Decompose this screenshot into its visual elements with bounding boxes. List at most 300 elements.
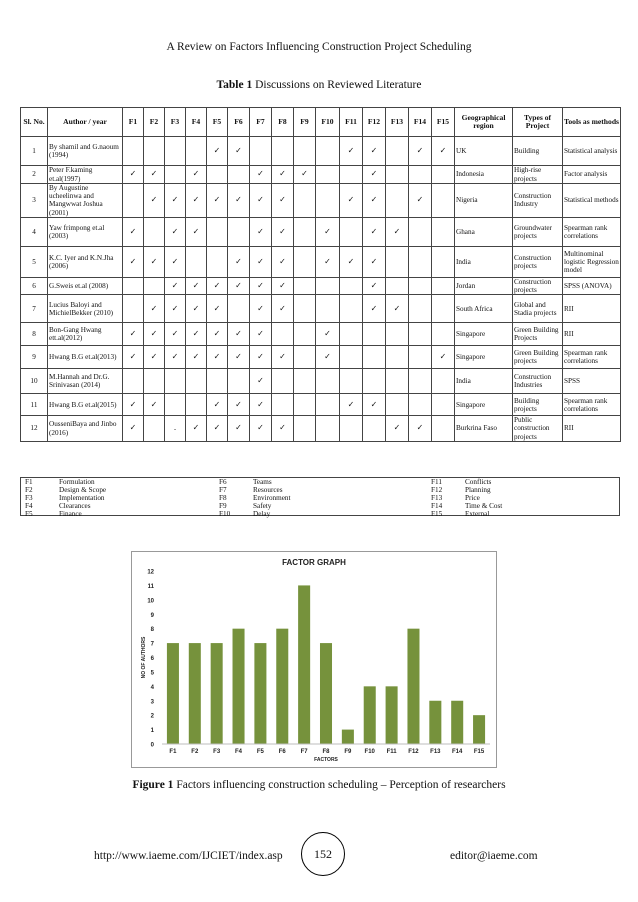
footer-email: editor@iaeme.com (450, 850, 538, 862)
factor-cell (386, 137, 409, 166)
table-row (21, 166, 621, 184)
check-mark-cell: ✓ (186, 323, 207, 346)
check-mark-cell: ✓ (272, 416, 294, 442)
header-cell: Sl. No. (21, 108, 48, 137)
legend-code: F10 (219, 509, 231, 518)
legend-code: F3 (25, 493, 33, 502)
serial-number-cell: 9 (21, 346, 48, 369)
type-cell: Construction Industries (513, 369, 563, 394)
legend-code: F6 (219, 478, 227, 486)
check-mark-cell: ✓ (123, 394, 144, 416)
legend-label: Conflicts (465, 478, 492, 486)
factor-cell (432, 184, 455, 218)
factor-cell (316, 394, 340, 416)
factor-cell (340, 277, 363, 294)
y-tick-label: 6 (150, 656, 154, 662)
legend-label: Implementation (59, 493, 105, 502)
factor-cell (294, 394, 316, 416)
factor-cell (363, 323, 386, 346)
factor-cell (228, 217, 250, 246)
check-mark-cell: ✓ (272, 166, 294, 184)
check-mark-cell: ✓ (165, 246, 186, 277)
legend-entry (431, 511, 502, 519)
check-mark-cell: ✓ (363, 184, 386, 218)
factor-cell (144, 416, 165, 442)
factor-cell (186, 369, 207, 394)
factor-cell (386, 394, 409, 416)
check-mark-cell: ✓ (186, 295, 207, 323)
factor-cell (294, 246, 316, 277)
check-mark-cell: ✓ (272, 217, 294, 246)
factor-cell (409, 369, 432, 394)
check-mark-cell: ✓ (144, 166, 165, 184)
check-mark-cell: ✓ (186, 346, 207, 369)
table-body (21, 137, 621, 442)
bar-F10 (364, 686, 376, 744)
type-cell: Construction projects (513, 277, 563, 294)
factor-cell (186, 137, 207, 166)
check-mark-cell: ✓ (228, 323, 250, 346)
region-cell: Indonesia (455, 166, 513, 184)
factor-cell (409, 295, 432, 323)
bar-F2 (189, 643, 201, 744)
factor-cell (432, 394, 455, 416)
factor-cell (165, 166, 186, 184)
author-cell: G.Sweis et.al (2008) (48, 277, 123, 294)
table-row (21, 246, 621, 277)
check-mark-cell: ✓ (250, 217, 272, 246)
type-cell: Global and Stadia projects (513, 295, 563, 323)
factor-cell (294, 416, 316, 442)
check-mark-cell: ✓ (409, 184, 432, 218)
type-cell: Public construction projects (513, 416, 563, 442)
y-tick-label: 8 (150, 627, 154, 634)
factor-cell (228, 166, 250, 184)
check-mark-cell: ✓ (186, 166, 207, 184)
factor-cell (316, 137, 340, 166)
serial-number-cell: 4 (21, 217, 48, 246)
header-cell: F11 (340, 108, 363, 137)
factor-cell (316, 416, 340, 442)
factor-cell (144, 369, 165, 394)
check-mark-cell: ✓ (363, 394, 386, 416)
bar-F12 (407, 629, 419, 744)
tool-cell: Spearman rank correlations (563, 346, 621, 369)
legend-code: F14 (431, 501, 443, 510)
type-cell: High-rise projects (513, 166, 563, 184)
bar-F1 (167, 643, 179, 744)
author-cell: OusseniBaya and Jinbo (2016) (48, 416, 123, 442)
x-tick-label: F12 (408, 749, 419, 755)
check-mark-cell: ✓ (165, 295, 186, 323)
check-mark-cell: ✓ (250, 323, 272, 346)
author-cell: By shamil and G.naoum (1994) (48, 137, 123, 166)
region-cell: Nigeria (455, 184, 513, 218)
header-cell: F12 (363, 108, 386, 137)
check-mark-cell: ✓ (165, 323, 186, 346)
check-mark-cell: ✓ (186, 277, 207, 294)
factor-cell (144, 217, 165, 246)
factor-cell (123, 295, 144, 323)
check-mark-cell: ✓ (363, 137, 386, 166)
factor-cell (340, 369, 363, 394)
check-mark-cell: ✓ (228, 346, 250, 369)
x-tick-label: F2 (191, 749, 199, 755)
factor-cell (272, 369, 294, 394)
factor-cell (340, 323, 363, 346)
legend-code: F8 (219, 493, 227, 502)
header-cell: F6 (228, 108, 250, 137)
factor-cell (432, 246, 455, 277)
x-tick-label: F11 (386, 749, 397, 755)
bar-F14 (451, 701, 463, 744)
table-row (21, 394, 621, 416)
running-head: A Review on Factors Influencing Construction Project Scheduling (166, 41, 472, 53)
footer-url: http://www.iaeme.com/IJCIET/index.asp (94, 850, 283, 862)
legend-label: Design & Scope (59, 485, 107, 494)
author-cell: Bon-Gang Hwang ett.al(2012) (48, 323, 123, 346)
factor-cell (340, 166, 363, 184)
factor-cell (409, 217, 432, 246)
factor-graph-svg (132, 552, 496, 767)
table-header-row (21, 108, 621, 137)
factor-cell (294, 369, 316, 394)
factor-cell (340, 217, 363, 246)
check-mark-cell: ✓ (207, 416, 228, 442)
region-cell: Ghana (455, 217, 513, 246)
table-row (21, 137, 621, 166)
tool-cell: Spearman rank correlations (563, 394, 621, 416)
check-mark-cell: ✓ (144, 295, 165, 323)
factor-cell (294, 184, 316, 218)
table-row (21, 184, 621, 218)
type-cell: Green Building Projects (513, 323, 563, 346)
legend-label: Delay (253, 509, 271, 518)
check-mark-cell: ✓ (386, 295, 409, 323)
factor-cell (165, 137, 186, 166)
check-mark-cell: ✓ (207, 137, 228, 166)
header-cell: F9 (294, 108, 316, 137)
serial-number-cell: 5 (21, 246, 48, 277)
check-mark-cell: ✓ (144, 394, 165, 416)
tool-cell: Statistical methods (563, 184, 621, 218)
factor-cell (272, 137, 294, 166)
factor-cell (386, 184, 409, 218)
y-tick-label: 4 (150, 684, 154, 691)
y-tick-label: 5 (150, 670, 154, 677)
factor-cell (294, 295, 316, 323)
check-mark-cell: ✓ (165, 184, 186, 218)
factor-cell (363, 346, 386, 369)
legend-label: External (465, 509, 490, 518)
table-row (21, 346, 621, 369)
header-cell: F15 (432, 108, 455, 137)
check-mark-cell: ✓ (207, 394, 228, 416)
check-mark-cell: ✓ (123, 346, 144, 369)
type-cell: Green Building projects (513, 346, 563, 369)
legend-code: F7 (219, 485, 227, 494)
check-mark-cell: ✓ (144, 323, 165, 346)
factor-cell (186, 394, 207, 416)
check-mark-cell: ✓ (228, 277, 250, 294)
serial-number-cell: 6 (21, 277, 48, 294)
factor-cell (363, 416, 386, 442)
y-tick-label: 2 (150, 713, 154, 720)
table-caption-text: Discussions on Reviewed Literature (252, 79, 422, 91)
check-mark-cell: ✓ (228, 394, 250, 416)
type-cell: Construction Industry (513, 184, 563, 218)
table-caption-label: Table 1 (216, 79, 253, 91)
check-mark-cell: ✓ (250, 369, 272, 394)
type-cell: Building projects (513, 394, 563, 416)
check-mark-cell: ✓ (340, 246, 363, 277)
check-mark-cell: ✓ (250, 416, 272, 442)
check-mark-cell: ✓ (272, 246, 294, 277)
bar-F3 (211, 643, 223, 744)
factor-cell (228, 369, 250, 394)
factor-cell (432, 217, 455, 246)
check-mark-cell: ✓ (432, 137, 455, 166)
factor-cell (432, 295, 455, 323)
check-mark-cell: ✓ (250, 277, 272, 294)
check-mark-cell: ✓ (386, 416, 409, 442)
check-mark-cell: ✓ (186, 217, 207, 246)
factor-cell (409, 394, 432, 416)
serial-number-cell: 2 (21, 166, 48, 184)
check-mark-cell: ✓ (316, 323, 340, 346)
check-mark-cell: ✓ (340, 184, 363, 218)
check-mark-cell: ✓ (250, 295, 272, 323)
check-mark-cell: ✓ (316, 217, 340, 246)
tool-cell: RII (563, 416, 621, 442)
x-tick-label: F8 (322, 749, 330, 755)
y-tick-label: 0 (150, 742, 154, 749)
table-row (21, 277, 621, 294)
tool-cell: Spearman rank correlations (563, 217, 621, 246)
factor-cell: . (165, 416, 186, 442)
factor-cell (432, 416, 455, 442)
check-mark-cell: ✓ (207, 323, 228, 346)
bar-F6 (276, 629, 288, 744)
legend-label: Safety (253, 501, 272, 510)
tool-cell: SPSS (563, 369, 621, 394)
check-mark-cell: ✓ (340, 394, 363, 416)
check-mark-cell: ✓ (272, 295, 294, 323)
check-mark-cell: ✓ (409, 416, 432, 442)
factor-cell (123, 277, 144, 294)
author-cell: Peter F.kaming et.al(1997) (48, 166, 123, 184)
check-mark-cell: ✓ (186, 184, 207, 218)
check-mark-cell: ✓ (165, 346, 186, 369)
legend-label: Resources (253, 485, 283, 494)
check-mark-cell: ✓ (316, 246, 340, 277)
x-tick-label: F4 (235, 749, 243, 755)
legend-code: F12 (431, 485, 443, 494)
factor-cell (386, 166, 409, 184)
check-mark-cell: ✓ (123, 416, 144, 442)
header-cell: F1 (123, 108, 144, 137)
table-row (21, 217, 621, 246)
bar-F8 (320, 643, 332, 744)
x-tick-label: F6 (278, 749, 286, 755)
factor-cell (165, 394, 186, 416)
check-mark-cell: ✓ (340, 137, 363, 166)
tool-cell: SPSS (ANOVA) (563, 277, 621, 294)
factor-cell (316, 369, 340, 394)
legend-code: F2 (25, 485, 33, 494)
author-cell: Yaw frimpong et.al (2003) (48, 217, 123, 246)
factor-cell (165, 369, 186, 394)
legend-code: F15 (431, 509, 443, 518)
legend-label: Planning (465, 485, 491, 494)
x-tick-label: F5 (256, 749, 264, 755)
x-tick-label: F15 (473, 749, 485, 755)
tool-cell: Statistical analysis (563, 137, 621, 166)
region-cell: South Africa (455, 295, 513, 323)
factor-cell (432, 277, 455, 294)
bar-F9 (342, 730, 354, 744)
factor-cell (340, 346, 363, 369)
serial-number-cell: 3 (21, 184, 48, 218)
legend-label: Formulation (59, 478, 95, 486)
serial-number-cell: 11 (21, 394, 48, 416)
check-mark-cell: ✓ (250, 246, 272, 277)
check-mark-cell: ✓ (123, 166, 144, 184)
author-cell: K.C. Iyer and K.N.Jha (2006) (48, 246, 123, 277)
factor-cell (294, 277, 316, 294)
factor-cell (207, 166, 228, 184)
check-mark-cell: ✓ (432, 346, 455, 369)
author-cell: Lucius Baloyi and MichielBekker (2010) (48, 295, 123, 323)
y-tick-label: 11 (147, 583, 154, 590)
tool-cell: Multinominal logistic Regression model (563, 246, 621, 277)
bar-F13 (429, 701, 441, 744)
check-mark-cell: ✓ (144, 246, 165, 277)
check-mark-cell: ✓ (386, 217, 409, 246)
region-cell: Singapore (455, 323, 513, 346)
factor-cell (144, 137, 165, 166)
factor-cell (228, 295, 250, 323)
check-mark-cell: ✓ (165, 277, 186, 294)
region-cell: India (455, 246, 513, 277)
table-row (21, 295, 621, 323)
header-cell: F10 (316, 108, 340, 137)
check-mark-cell: ✓ (272, 346, 294, 369)
factor-legend (20, 477, 620, 516)
check-mark-cell: ✓ (207, 295, 228, 323)
table-row (21, 323, 621, 346)
factor-cell (340, 295, 363, 323)
author-cell: Hwang B.G et.al(2015) (48, 394, 123, 416)
factor-cell (207, 217, 228, 246)
check-mark-cell: ✓ (294, 166, 316, 184)
author-cell: M.Hannah and Dr.G. Srinivasan (2014) (48, 369, 123, 394)
figure-caption-label: Figure 1 (132, 779, 174, 791)
factor-cell (409, 323, 432, 346)
factor-cell (363, 369, 386, 394)
serial-number-cell: 7 (21, 295, 48, 323)
factor-cell (272, 323, 294, 346)
factor-cell (432, 166, 455, 184)
check-mark-cell: ✓ (363, 166, 386, 184)
author-cell: Hwang B.G et.al(2013) (48, 346, 123, 369)
check-mark-cell: ✓ (123, 246, 144, 277)
legend-column-2 (219, 479, 291, 519)
region-cell: UK (455, 137, 513, 166)
region-cell: Jordan (455, 277, 513, 294)
bar-F11 (386, 686, 398, 744)
factor-cell (386, 277, 409, 294)
factor-cell (316, 295, 340, 323)
check-mark-cell: ✓ (363, 217, 386, 246)
factor-cell (386, 369, 409, 394)
serial-number-cell: 1 (21, 137, 48, 166)
type-cell: Building (513, 137, 563, 166)
check-mark-cell: ✓ (207, 184, 228, 218)
factor-cell (250, 137, 272, 166)
author-cell: By Augustine ucheelinwa and Mangwwat Joshua (2001) (48, 184, 123, 218)
check-mark-cell: ✓ (363, 295, 386, 323)
factor-cell (432, 323, 455, 346)
header-cell: F8 (272, 108, 294, 137)
factor-cell (207, 246, 228, 277)
legend-entry (25, 511, 106, 519)
legend-entry (219, 511, 291, 519)
region-cell: Singapore (455, 346, 513, 369)
x-tick-label: F13 (430, 749, 441, 755)
check-mark-cell: ✓ (165, 217, 186, 246)
legend-label: Clearances (59, 501, 91, 510)
factor-cell (294, 346, 316, 369)
header-cell: Types of Project (513, 108, 563, 137)
legend-column-3 (431, 479, 502, 519)
check-mark-cell: ✓ (409, 137, 432, 166)
region-cell: Singapore (455, 394, 513, 416)
legend-code: F9 (219, 501, 227, 510)
factor-cell (316, 166, 340, 184)
table-row (21, 369, 621, 394)
type-cell: Groundwater projects (513, 217, 563, 246)
factor-cell (123, 137, 144, 166)
header-cell: F14 (409, 108, 432, 137)
x-tick-label: F3 (213, 749, 221, 755)
x-tick-label: F9 (344, 749, 352, 755)
factor-cell (432, 369, 455, 394)
check-mark-cell: ✓ (144, 184, 165, 218)
legend-label: Teams (253, 478, 272, 486)
check-mark-cell: ✓ (123, 217, 144, 246)
factor-graph-chart (131, 551, 497, 768)
x-tick-label: F7 (300, 749, 308, 755)
factor-cell (340, 416, 363, 442)
legend-label: Environment (253, 493, 291, 502)
header-cell: F13 (386, 108, 409, 137)
legend-code: F11 (431, 478, 442, 486)
check-mark-cell: ✓ (316, 346, 340, 369)
figure-caption (0, 779, 638, 791)
factor-cell (207, 369, 228, 394)
check-mark-cell: ✓ (228, 246, 250, 277)
chart-title: FACTOR GRAPH (282, 558, 346, 567)
check-mark-cell: ✓ (272, 277, 294, 294)
check-mark-cell: ✓ (207, 346, 228, 369)
table-caption (0, 79, 638, 91)
legend-label: Finance (59, 509, 82, 518)
y-tick-label: 7 (150, 641, 154, 648)
check-mark-cell: ✓ (228, 184, 250, 218)
check-mark-cell: ✓ (250, 346, 272, 369)
y-tick-label: 10 (147, 598, 154, 605)
